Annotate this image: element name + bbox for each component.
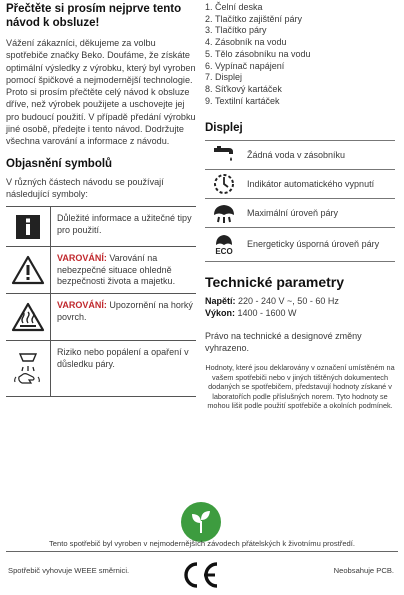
footer-tagline: Tento spotřebič byl vyroben v nejmodernějších závodech přátelských k životnímu prostředí. [48,539,355,548]
display-no-water-text: Žádná voda v zásobníku [247,149,346,160]
parts-list [205,2,395,107]
list-item: 8. Síťkový kartáček [205,83,282,94]
power-line: Výkon: 1400 - 1600 W [205,308,297,319]
symbol-steam-text: Riziko nebo popálení a opaření v důsledku páry. [57,347,189,369]
intro-title: Přečtěte si prosím nejprve tento návod k obsluze! [6,3,182,29]
list-item: 2. Tlačítko zajištění páry [205,13,303,24]
weee-notice: Spotřebič vyhovuje WEEE směrnici. [8,566,130,575]
max-steam-icon [205,201,243,225]
display-table [205,140,395,262]
symbol-warning-text: Varování na nebezpečné situace ohledně bezpečnosti života a majetku. [57,253,176,287]
list-item: 3. Tlačítko páry [205,25,267,36]
display-row-max-steam [205,199,395,228]
list-item: 9. Textilní kartáček [205,95,280,106]
symbol-row-steam [6,341,196,397]
display-max-steam-text: Maximální úroveň páry [247,207,339,218]
water-tap-icon [205,145,243,165]
eco-icon: ECO [205,233,243,256]
list-item: 1. Čelní deska [205,2,263,12]
pcb-notice: Neobsahuje PCB. [333,566,394,575]
symbols-heading: Objasnění symbolů [6,157,113,170]
intro-paragraph: Vážení zákazníci, děkujeme za volbu spotřebiče značky Beko. Doufáme, že získáte optimální výsledky z výrobku, který byl vyroben pomocí špičkové a nejmodernější technologie. Proto si prosím přečtěte celý návod k obsluze dříve, než výrobek použijete a uschovejte jej pro budoucí použití. V případě předání výrobku jiné osobě, předejte i tento návod. Dodržujte všechna varování a informace z návodu. [6,38,196,147]
info-icon [6,207,51,246]
symbol-hot-prefix: VAROVÁNÍ: [57,300,107,311]
ce-mark-icon [179,560,223,595]
symbol-warning-prefix: VAROVÁNÍ: [57,253,107,264]
symbols-intro: V různých částech návodu se používají následující symboly: [6,176,164,199]
tech-heading: Technické parametry [205,274,345,291]
display-eco-text: Energeticky úsporná úroveň páry [247,239,380,250]
symbol-row-hot-surface [6,294,196,341]
symbol-hot-text: Upozornění na horký povrch. [57,300,193,322]
tech-note: Právo na technické a designové změny vyhrazeno. [205,331,362,354]
voltage-line: Napětí: 220 - 240 V ~, 50 - 60 Hz [205,296,339,307]
steam-burn-icon [6,341,51,396]
symbols-table [6,206,196,397]
list-item: 5. Tělo zásobníku na vodu [205,48,311,59]
left-column [6,2,196,397]
tech-fine-print: Hodnoty, které jsou deklarovány v označení umístěném na vašem spotřebiči nebo v jiných tištěných dokumentech dodaných se spotřebičem, představují hodnoty získané v laboratořích podle příslušných norem. Tyto hodnoty se mohou lišit podle použití spotřebiče a okolních podmínek. [205,363,395,410]
warning-triangle-icon [6,247,51,293]
hot-surface-icon [6,294,51,340]
list-item: 6. Vypínač napájení [205,60,285,71]
display-row-auto-off [205,170,395,199]
display-row-no-water [205,141,395,170]
list-item: 4. Zásobník na vodu [205,37,287,48]
symbol-row-info [6,207,196,247]
right-column [205,2,395,410]
auto-off-icon [205,172,243,196]
display-heading: Displej [205,122,243,135]
display-row-eco [205,228,395,262]
footer-divider [6,551,398,552]
list-item: 7. Displej [205,72,243,83]
display-auto-off-text: Indikátor automatického vypnutí [247,178,375,189]
symbol-info-text: Důležité informace a užitečné tipy pro použití. [57,213,192,235]
symbol-row-warning [6,247,196,294]
